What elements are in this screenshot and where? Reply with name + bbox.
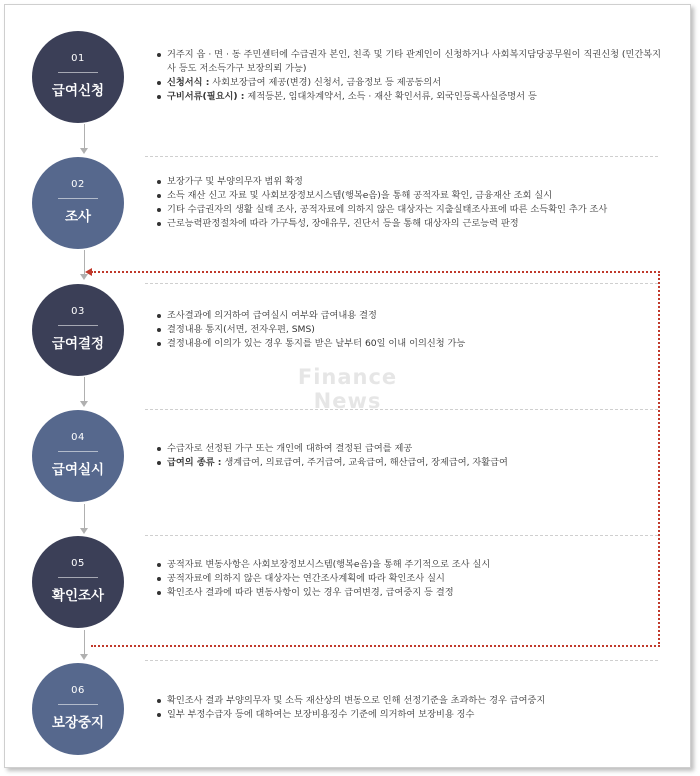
watermark [5,365,690,413]
list-item: 결정내용에 이의가 있는 경우 통지를 받은 날부터 60일 이내 이의신청 가능 [157,337,667,351]
divider [145,156,658,157]
list-item: 급여의 종류 : 생계급여, 의료급여, 주거급여, 교육급여, 해산급여, 장제급여, 자활급여 [157,456,667,470]
list-item: 조사결과에 의거하여 급여실시 여부와 급여내용 결정 [157,309,667,323]
step-06-items [157,694,667,722]
step-title: 확인조사 [51,588,105,604]
step-title: 보장중지 [51,715,105,731]
list-item: 확인조사 결과에 따라 변동사항이 있는 경우 급여변경, 급여중지 등 결정 [157,586,667,600]
list-item: 신청서식 : 사회보장급여 제공(변경) 신청서, 금융정보 등 제공동의서 [157,76,667,90]
circle-rule [58,72,98,73]
step-number: 01 [71,53,85,64]
list-item: 보장가구 및 부양의무자 범위 확정 [157,175,667,189]
list-item: 공적자료에 의하지 않은 대상자는 연간조사계획에 따라 확인조사 실시 [157,572,667,586]
step-01-circle [32,31,124,123]
list-item: 확인조사 결과 부양의무자 및 소득 재산상의 변동으로 인해 선정기준을 초과하는 경우 급여중지 [157,694,667,708]
feedback-loop-line [91,271,660,647]
list-item: 수급자로 선정된 가구 또는 개인에 대하여 결정된 급여를 제공 [157,442,667,456]
step-title: 급여결정 [51,336,105,352]
list-item: 근로능력판정절차에 따라 가구특성, 장애유무, 진단서 등을 통해 대상자의 근로능력 판정 [157,217,667,231]
list-item: 결정내용 통지(서면, 전자우편, SMS) [157,323,667,337]
list-item: 구비서류(필요시) : 제적등본, 임대차계약서, 소득 · 재산 확인서류, 외국인등록사실증명서 등 [157,90,667,104]
list-item: 기타 수급권자의 생활 실태 조사, 공적자료에 의하지 않은 대상자는 지출실태조사표에 따른 소득확인 추가 조사 [157,203,667,217]
list-item: 거주지 읍 · 면 · 동 주민센터에 수급권자 본인, 친족 및 기타 관계인이 신청하거나 사회복지담당공무원이 직권신청 (민간복지사 등도 저소득가구 보장의뢰 가능) [157,48,667,76]
watermark-line-1: Finance [297,365,398,389]
circle-rule [58,704,98,705]
list-item: 일부 부정수급자 등에 대하여는 보장비용징수 기준에 의거하여 보장비용 징수 [157,708,667,722]
process-flow-frame [4,4,691,768]
step-title: 급여신청 [51,83,105,99]
list-item: 소득 재산 신고 자료 및 사회보장정보시스템(행복e음)을 통해 공적자료 확인, 금융재산 조회 실시 [157,189,667,203]
step-title: 조사 [64,209,92,225]
step-number: 06 [71,685,85,696]
list-item: 공적자료 변동사항은 사회보장정보시스템(행복e음)을 통해 주기적으로 조사 실시 [157,558,667,572]
step-06-circle [32,663,124,755]
step-title: 급여실시 [51,462,105,478]
circle-rule [58,198,98,199]
step-number: 02 [71,179,85,190]
divider [145,660,658,661]
loop-arrow-head-icon [85,268,92,276]
step-number: 04 [71,432,85,443]
step-number: 03 [71,306,85,317]
watermark-line-2: News [313,389,382,413]
step-01-items [157,48,667,104]
step-02-items [157,175,667,231]
step-number: 05 [71,558,85,569]
step-02-circle [32,157,124,249]
